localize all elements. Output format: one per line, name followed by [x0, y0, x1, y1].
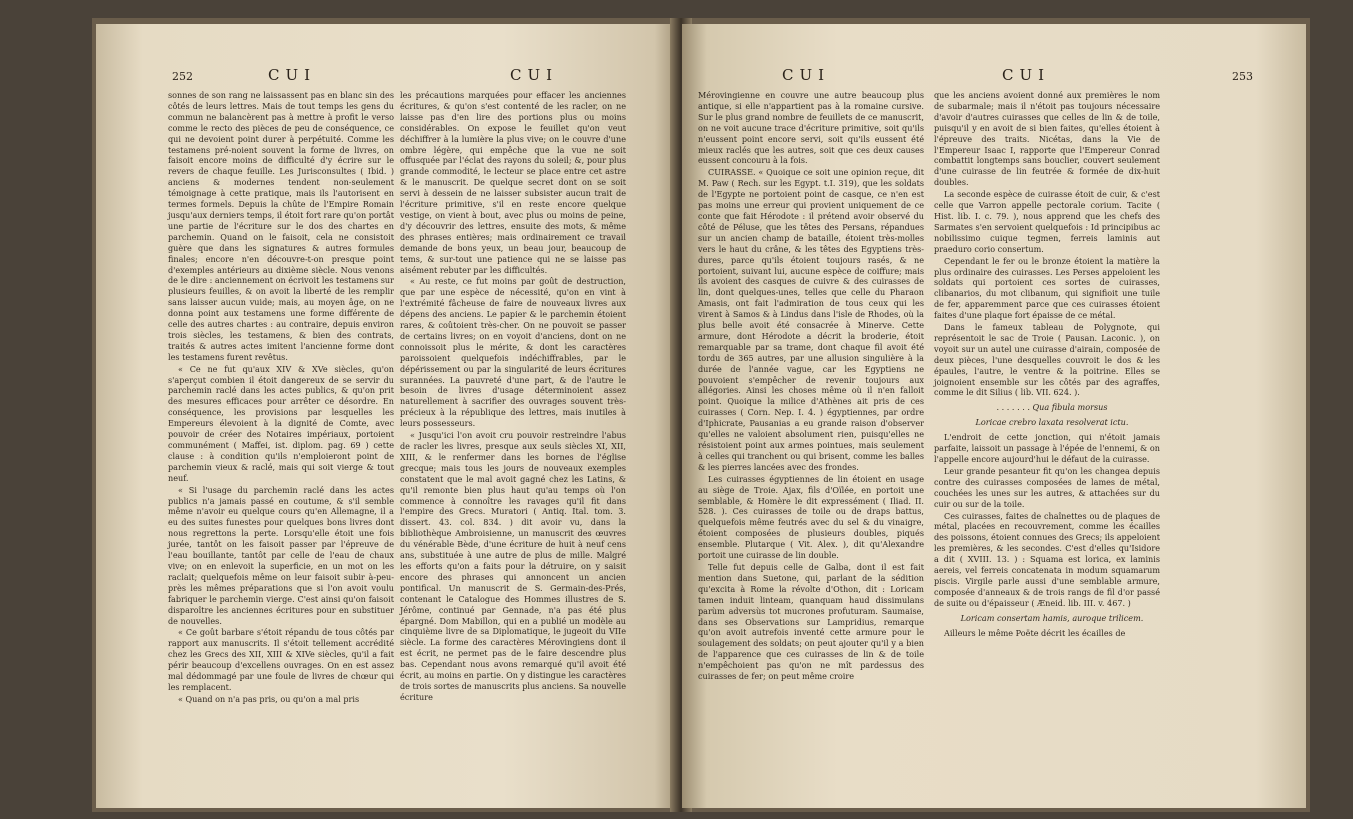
paragraph: Cependant le fer ou le bronze étoient la matière la plus ordinaire des cuirasses. Les Perses appeloient les soldats qui portoient ces sortes de cuirasses, clibanarios, du mot clibanum, qui signifioit une tuile de fer, apparemment parce que ces cuirasses étoient faites d'une plaque fort épaisse de ce métal. [934, 255, 1160, 321]
right-column-2 [934, 90, 1160, 640]
paragraph: Ces cuirasses, faites de chaînettes ou de plaques de métal, placées en recouvrement, comme les écailles des poissons, étoient connues des Grecs; ils appeloient les premières, & les secondes. C'est d'elles qu'Isidore a dit ( XVIII. 13. ) : Squama est lorica, ex laminis aereis, vel ferreis concatenata in modum squamarum piscis. Virgile parle aussi d'une semblable armure, composée d'anneaux & de trois rangs de fil d'or passé de suite ou d'épaisseur ( Æneid. lib. III. v. 467. ) [934, 510, 1160, 608]
paragraph: CUIRASSE. « Quoique ce soit une opinion reçue, dit M. Paw ( Rech. sur les Egypt. t.I. 319), que les soldats de l'Egypte ne portoient point de casque, ce n'en est pas moins une erreur qui provient uniquement de ce conte que fait Hérodote : il prétend avoir observé du côté de Péluse, que les têtes des Persans, répandues sur un ancien champ de bataille, étoient très-molles vers le haut du crâne, & les têtes des Egyptiens très-dures, parce qu'ils étoient toujours rasés, & ne portoient, suivant lui, aucune espèce de coiffure; mais ils avoient des casques de cuivre & des cuirasses de lin, dont quelques-unes, telles que celle du Pharaon Amasis, ont fait l'admiration de tous ceux qui les virent à Samos & à Lindus dans l'isle de Rhodes, où la plus belle avoit été consacrée à Minerve. Cette armure, dont Hérodote a décrit la broderie, étoit remarquable par sa trame, dont chaque fil avoit été tordu de 365 autres, par une allusion singulière à la durée de l'année vague, car les Egyptiens ne pouvoient s'empêcher de revenir toujours aux allégories. Ainsi les choses même où il n'en falloit point. Quoique la milice d'Athènes ait pris de ces cuirasses ( Corn. Nep. I. 4. ) égyptiennes, par ordre d'Iphicrate, Pausanias a eu grande raison d'observer qu'elles ne valoient absolument rien, puisqu'elles ne résistoient point aux armes pointues, mais seulement à celles qui tranchent ou qui brisent, comme les balles & les pierres lancées avec des frondes. [698, 167, 924, 472]
paragraph: « Quand on n'a pas pris, ou qu'on a mal pris [178, 693, 360, 704]
paragraph: « Jusqu'ici l'on avoit cru pouvoir restreindre l'abus de racler les livres, presque aux seuls siècles XI, XII, XIII, & le renfermer dans les bornes de l'église grecque; mais tous les jours de nouveaux exemples constatent que le mal avoit gagné chez les Latins, & qu'il remonte bien plus haut qu'au temps où l'on commence à connoître les ravages qu'il fit dans l'empire des Grecs. Muratori ( Antiq. Ital. tom. 3. dissert. 43. col. 834. ) dit avoir vu, dans la bibliothèque Ambroisienne, un manuscrit des œuvres du vénérable Bède, d'une écriture de huit à neuf cens ans, substituée à une autre de plus de mille. Malgré les efforts qu'on a faits pour la détruire, on y saisit encore des phrases qui annoncent un ancien pontifical. Un manuscrit de S. Germain-des-Prés, contenant le Catalogue des Hommes illustres de S. Jérôme, continué par Gennade, n'a pas été plus épargné. Dom Mabillon, qui en a publié un modèle au cinquième livre de sa Diplomatique, le jugeoit du VIIe siècle. La forme des caractères Mérovingiens dont il est écrit, ne permet pas de le faire descendre plus bas. Cependant nous avons remarqué qu'il avoit été écrit, au moins en partie. On y distingue les caractères de trois sortes de manuscrits plus anciens. Sa nouvelle écriture [400, 430, 626, 702]
paragraph: « Ce goût barbare s'étoit répandu de tous côtés par rapport aux manuscrits. Il s'étoit tellement accrédité chez les Grecs des XII, XIII & XIVe siècles, qu'il a fait périr beaucoup d'excellens ouvrages. On en est assez mal dédommagé par une foule de livres de chœur qui les remplacent. [168, 627, 394, 692]
running-head-left-1: CUI [268, 66, 317, 84]
paragraph: « Si l'usage du parchemin raclé dans les actes publics n'a jamais passé en coutume, & s'il semble même n'avoir eu quelque cours qu'en Allemagne, il a eu des suites funestes pour quelques bons livres dont nous regrettons la perte. Lorsqu'elle étoit une fois jurée, tantôt on les faisoit passer par l'épreuve de l'eau bouillante, tantôt par celle de l'eau de chaux vive; on en enlevoit la superficie, en un mot on les raclait; quelquefois même on leur faisoit subir à-peu-près les mêmes préparations que si l'on avoit voulu fabriquer le parchemin vierge. C'est ainsi qu'on faisoit disparoître les anciennes écritures pour en substituer de nouvelles. [168, 484, 394, 626]
page-number-left: 252 [172, 70, 193, 83]
paragraph: Telle fut depuis celle de Galba, dont il est fait mention dans Suetone, qui, parlant de la sédition qu'excita à Rome la révolte d'Othon, dit : Loricam tamen induit linteam, quanquam haud dissimulans parùm adversùs tot mucrones profuturam. Saumaise, dans ses Observations sur Lampridius, remarque qu'on avoit autrefois inventé cette armure pour le soulagement des soldats; on peut ajouter qu'il y a bien de l'apparence que ces cuirasses de lin & de toile n'empêchoient pas qu'on ne mît pardessus des cuirasses de fer; on peut même croire [698, 561, 924, 682]
running-head-left-2: CUI [510, 66, 559, 84]
verse-line: . . . . . . . Qua fibula morsus [996, 402, 1108, 413]
paragraph: « Au reste, ce fut moins par goût de destruction, que par une espèce de nécessité, qu'on en vint à l'extrémité fâcheuse de faire de nouveaux livres aux dépens des anciens. Le papier & le parchemin étoient rares, & coûtoient très-cher. On ne pouvoit se passer de certains livres; on en voyoit d'anciens, dont on ne connoissoit plus le mérite, & dont les caractères paroissoient quelquefois indéchiffrables, par le dépérissement ou par la singularité de leurs écritures surannées. La pauvreté d'une part, & de l'autre le besoin de livres d'usage déterminoient assez naturellement à sacrifier des ouvrages souvent très-précieux à la république des lettres, mais inutiles à leurs possesseurs. [400, 276, 626, 429]
page-number-right: 253 [1232, 70, 1253, 83]
right-page [682, 24, 1306, 808]
paragraph: Les cuirasses égyptiennes de lin étoient en usage au siège de Troie. Ajax, fils d'Oïlée, en portoit une semblable, & Homère le dit expressément ( Iliad. II. 528. ). Ces cuirasses de toile ou de draps battus, quelquefois même feutrés avec du sel & du vinaigre, étoient composées de plusieurs doubles, piqués ensemble. Plutarque ( Vit. Alex. ), dit qu'Alexandre portoit une cuirasse de lin double. [698, 473, 924, 561]
left-column-1 [168, 90, 394, 706]
paragraph: « Ce ne fut qu'aux XIV & XVe siècles, qu'on s'aperçut combien il étoit dangereux de se servir du parchemin raclé dans les actes publics, & qu'on prit des mesures efficaces pour arrêter ce désordre. En conséquence, les provisions par lesquelles les Empereurs élevoient à la dignité de Comte, avec pouvoir de créer des Notaires impériaux, portoient communément ( Maffei, ist. diplom. pag. 69 ) cette clause : à condition qu'ils n'emploieront point de parchemin vieux & raclé, mais qui soit vierge & tout neuf. [168, 363, 394, 483]
paragraph: les précautions marquées pour effacer les anciennes écritures, & qu'on s'est contenté de les racler, on ne laisse pas d'en lire des portions plus ou moins considérables. On expose le feuillet qu'on veut déchiffrer à la lumière la plus vive; on le couvre d'une ombre légère, qui empêche que la vue ne soit offusquée par l'éclat des rayons du soleil; &, pour plus grande commodité, le lecteur se place entre cet astre & le manuscrit. De quelque secret dont on se soit servi à dessein de ne laisser subsister aucun trait de l'écriture primitive, s'il en reste encore quelque vestige, on vient à bout, avec plus ou moins de peine, d'y découvrir des lettres, ensuite des mots, & même des phrases entières; mais ordinairement ce travail demande de bons yeux, un beau jour, beaucoup de tems, & sur-tout une patience qui ne se laisse pas aisément rebuter par les difficultés. [400, 90, 626, 275]
left-page [96, 24, 678, 808]
paragraph: Ailleurs le même Poëte décrit les écailles de [944, 627, 1126, 638]
paragraph: Mérovingienne en couvre une autre beaucoup plus antique, si elle n'appartient pas à la romaine cursive. Sur le plus grand nombre de feuillets de ce manuscrit, on ne voit aucune trace d'écriture primitive, soit qu'ils n'eussent point encore servi, soit qu'ils eussent été mieux raclés que les autres, soit que ces deux causes eussent concouru à la fois. [698, 90, 924, 166]
paragraph: L'endroit de cette jonction, qui n'étoit jamais parfaite, laissoit un passage à l'épée de l'ennemi, & on l'appelle encore aujourd'hui le défaut de la cuirasse. [934, 432, 1160, 464]
running-head-right-1: CUI [782, 66, 831, 84]
verse-line: Loricam consertam hamis, auroque trilicem. [960, 612, 1144, 623]
left-column-2 [400, 90, 626, 704]
paragraph: Dans le fameux tableau de Polygnote, qui représentoit le sac de Troie ( Pausan. Laconic. ), on voyoit sur un autel une cuirasse d'airain, composée de deux pièces, l'une desquelles couvroit le dos & les épaules, l'autre, le ventre & la poitrine. Elles se joignoient ensemble sur les côtés par des agraffes, comme le dit Silius ( lib. VII. 624. ). [934, 322, 1160, 398]
paragraph: sonnes de son rang ne laissassent pas en blanc sin des côtés de leurs lettres. Mais de tout temps les gens du commun ne balancèrent pas à mettre à profit le verso comme le recto des pièces de peu de conséquence, ce qui ne devoient point durer à perpétuité. Comme les testamens pré-noient souvent la forme de livres, on faisoit encore moins de difficulté d'y écrire sur le revers de chaque feuille. Les Jurisconsultes ( Ibid. ) anciens & modernes tendent non-seulement témoignage à cette pratique, mais ils l'autorisent en termes formels. Depuis la chûte de l'Empire Romain jusqu'aux derniers temps, il étoit fort rare qu'on portât une partie de l'écriture sur le dos des chartes en parchemin. Quand on le faisoit, cela ne consistoit guère que dans les signatures & autres formules finales; encore n'en découvre-t-on presque point d'exemples antérieurs au dixième siècle. Nous venons de le dire : anciennement on écrivoit les testamens sur plusieurs feuilles, & on avoit la liberté de les remplir sans laisser aucun vuide; mais, au moyen âge, on ne donna point aux testamens une forme différente de celle des autres chartes : au contraire, depuis environ trois siècles, les testamens, & bien des contrats, traités & autres actes imitent l'ancienne forme dont les testamens furent revêtus. [168, 90, 394, 362]
verse-line: Loricae crebro laxata resolverat ictu. [975, 417, 1129, 428]
open-book [92, 18, 1310, 812]
paragraph: Leur grande pesanteur fit qu'on les changea depuis contre des cuirasses composées de lames de métal, couchées les unes sur les autres, & attachées sur du cuir ou sur de la toile. [934, 465, 1160, 509]
paragraph: que les anciens avoient donné aux premières le nom de subarmale; mais il n'étoit pas toujours nécessaire d'avoir d'autres cuirasses que celles de lin & de toile, puisqu'il y en avoit de si bien faites, qu'elles étoient à l'épreuve des traits. Nicétas, dans la Vie de l'Empereur Isaac I, rapporte que l'Empereur Conrad combattit longtemps sans bouclier, couvert seulement d'une cuirasse de lin feutrée & formée de dix-huit doubles. [934, 90, 1160, 188]
running-head-right-2: CUI [1002, 66, 1051, 84]
paragraph: La seconde espèce de cuirasse étoit de cuir, & c'est celle que Varron appelle pectorale corium. Tacite ( Hist. lib. I. c. 79. ), nous apprend que les chefs des Sarmates s'en servoient quelquefois : Id principibus ac nobilissimo cuique tegmen, ferreis laminis aut praeduro corio consertum. [934, 189, 1160, 254]
right-column-1 [698, 90, 924, 683]
